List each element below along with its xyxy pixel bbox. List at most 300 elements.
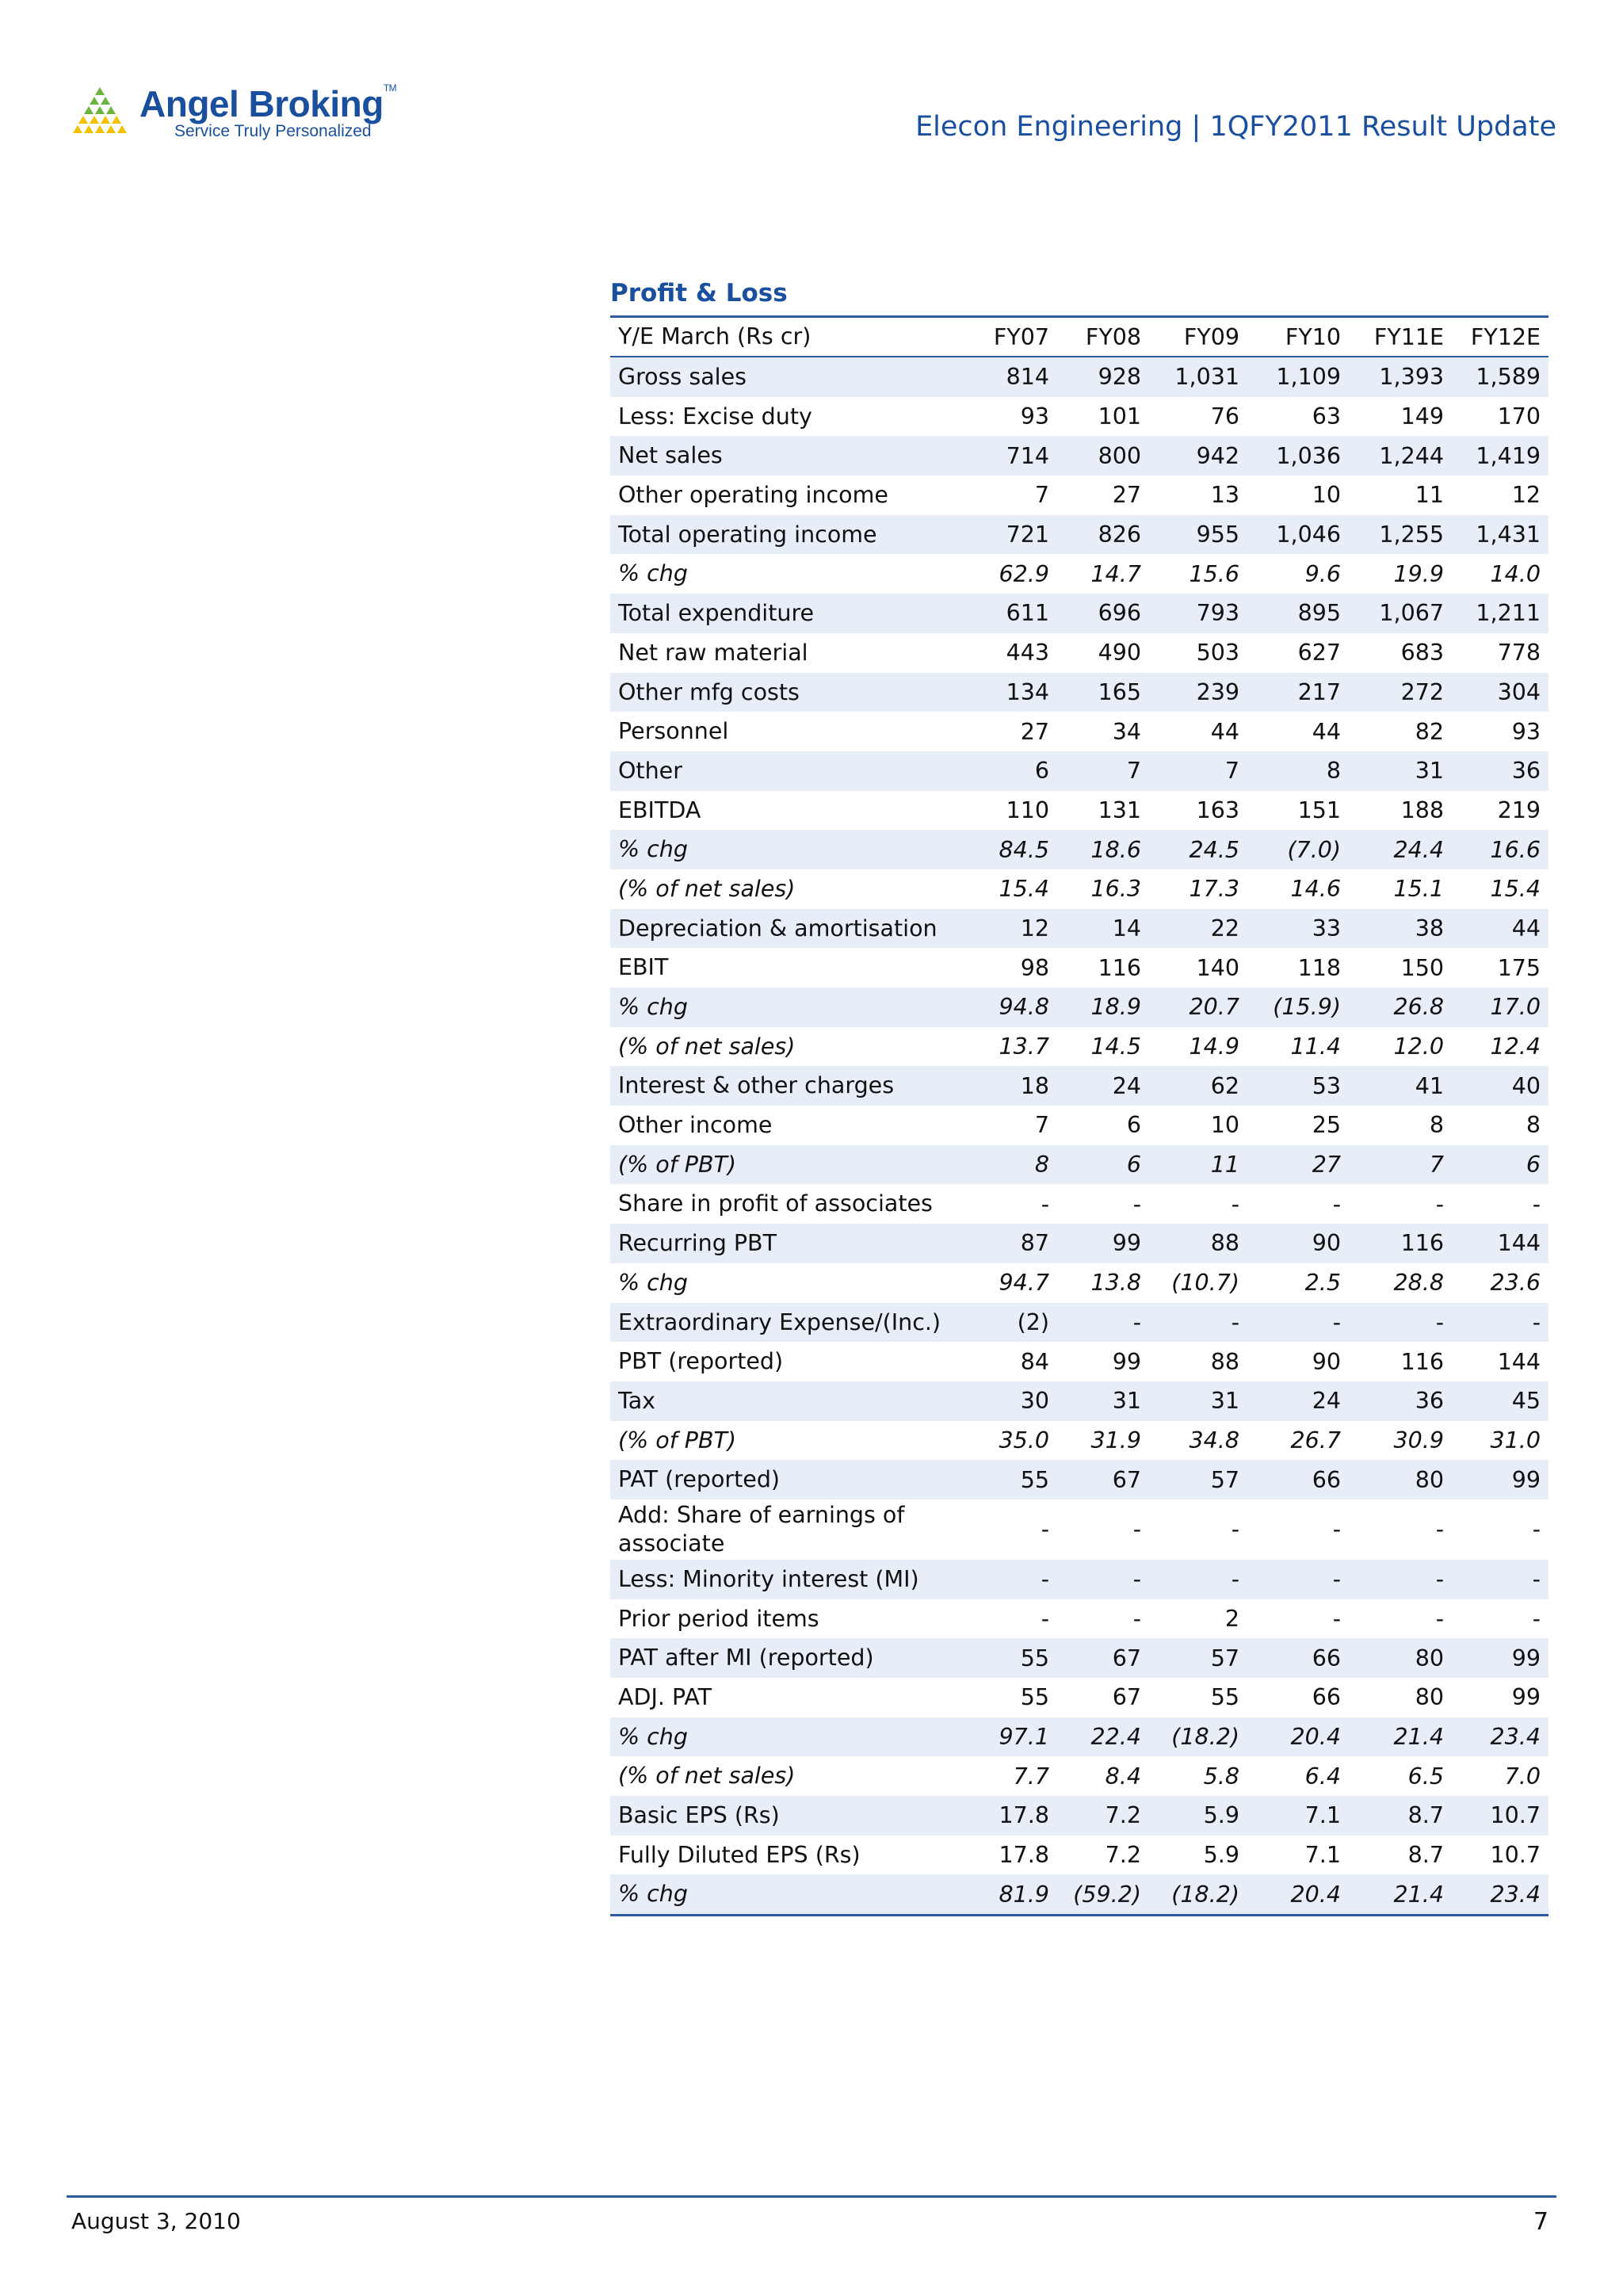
row-label: % chg [618,836,688,863]
row-value: 443 [1006,640,1049,667]
row-value: 955 [1196,521,1239,548]
row-value: - [1041,1190,1049,1217]
row-label: Recurring PBT [618,1230,777,1257]
row-value: 17.8 [999,1842,1049,1869]
row-value: - [1332,1605,1341,1632]
row-value: 1,393 [1379,364,1444,391]
row-value: 44 [1210,718,1239,745]
row-value: 15.4 [999,876,1049,903]
row-value: 272 [1400,678,1444,705]
row-value: 20.7 [1189,994,1239,1021]
table-row [610,1796,1549,1836]
row-value: 10 [1312,482,1341,509]
row-value: 27 [1020,718,1049,745]
row-value: 57 [1210,1466,1239,1493]
row-value: 1,244 [1379,442,1444,469]
row-label: ADJ. PAT [618,1684,712,1711]
row-value: - [1041,1605,1049,1632]
row-value: 1,036 [1276,442,1341,469]
row-value: 99 [1511,1645,1541,1671]
row-value: 15.4 [1490,876,1541,903]
row-value: 304 [1497,678,1541,705]
row-value: 11 [1210,1152,1239,1179]
row-value: 18.6 [1090,836,1141,863]
row-value: 80 [1415,1645,1444,1671]
row-value: 81.9 [999,1881,1049,1908]
table-row [610,436,1549,476]
table-row [610,1638,1549,1678]
row-value: 33 [1312,915,1341,942]
row-value: 66 [1312,1645,1341,1671]
column-header-fy07: FY07 [993,323,1049,350]
table-row [610,1066,1549,1106]
row-value: - [1532,1605,1541,1632]
row-label: Less: Excise duty [618,403,812,430]
row-value: 36 [1511,758,1541,785]
table-row [610,791,1549,831]
row-label: EBITDA [618,797,701,823]
row-label: Share in profit of associates [618,1190,933,1217]
section-title: Profit & Loss [610,279,788,308]
row-label: Depreciation & amortisation [618,915,938,942]
row-label: Add: Share of earnings of associate [618,1502,905,1557]
row-value: 101 [1098,403,1141,430]
row-label: Fully Diluted EPS (Rs) [618,1841,861,1868]
row-value: 18 [1020,1072,1049,1099]
row-value: - [1041,1566,1049,1593]
row-value: 94.7 [999,1270,1049,1297]
row-value: 62.9 [999,560,1049,587]
row-value: 36 [1415,1388,1444,1415]
row-value: 26.7 [1290,1427,1341,1454]
row-value: 826 [1098,521,1141,548]
row-value: 7.1 [1304,1802,1341,1829]
row-value: - [1532,1190,1541,1217]
row-value: 778 [1497,640,1541,667]
row-value: 14.9 [1189,1033,1239,1060]
row-label: Net raw material [618,639,808,666]
table-row [610,673,1549,712]
row-value: 20.4 [1290,1881,1341,1908]
row-value: 30 [1020,1388,1049,1415]
row-label: (% of PBT) [618,1151,737,1178]
row-value: 5.9 [1203,1842,1239,1869]
table-row [610,1678,1549,1717]
row-value: 1,046 [1276,521,1341,548]
row-value: 10.7 [1490,1802,1541,1829]
table-row [610,554,1549,594]
row-value: 55 [1210,1684,1239,1711]
table-row [610,1027,1549,1067]
row-value: 1,431 [1476,521,1541,548]
table-row [610,1381,1549,1421]
row-label: Basic EPS (Rs) [618,1802,780,1829]
row-value: 217 [1297,678,1341,705]
row-value: 6.4 [1304,1763,1341,1790]
row-value: 93 [1020,403,1049,430]
row-value: 118 [1297,954,1341,981]
row-value: 24 [1312,1388,1341,1415]
table-header-row [610,318,1549,357]
row-value: 5.9 [1203,1802,1239,1829]
row-value: 22 [1210,915,1239,942]
row-label: % chg [618,1269,688,1296]
row-value: (59.2) [1073,1881,1141,1908]
row-label: (% of PBT) [618,1427,737,1454]
row-value: 99 [1112,1230,1141,1257]
row-label: Other operating income [618,482,888,509]
row-value: 14 [1112,915,1141,942]
row-value: - [1132,1566,1141,1593]
table-row [610,1263,1549,1303]
row-value: - [1435,1308,1444,1335]
row-value: - [1435,1566,1444,1593]
row-label: PBT (reported) [618,1348,784,1375]
row-value: 97.1 [999,1724,1049,1751]
row-value: 31 [1415,758,1444,785]
table-row [610,909,1549,949]
row-value: 20.4 [1290,1724,1341,1751]
table-row [610,594,1549,633]
row-value: - [1132,1516,1141,1543]
table-row [610,357,1549,397]
row-value: 25 [1312,1112,1341,1139]
row-value: 134 [1006,678,1049,705]
table-row [610,397,1549,437]
table-row [610,830,1549,869]
table-row [610,712,1549,751]
row-value: 6 [1034,758,1049,785]
column-header-fy11e: FY11E [1373,323,1444,350]
row-value: 8.7 [1407,1802,1444,1829]
row-value: 7.1 [1304,1842,1341,1869]
row-value: 7.2 [1105,1802,1141,1829]
row-value: 793 [1196,600,1239,627]
row-value: 219 [1497,797,1541,823]
row-value: 67 [1112,1466,1141,1493]
row-value: - [1435,1605,1444,1632]
row-value: 21.4 [1393,1881,1444,1908]
row-label: Other [618,757,682,784]
row-value: 23.4 [1490,1881,1541,1908]
row-value: 90 [1312,1348,1341,1375]
triangle-logo-icon [68,86,132,143]
table-row [610,515,1549,555]
row-value: 165 [1098,678,1141,705]
row-value: 55 [1020,1466,1049,1493]
row-value: - [1332,1516,1341,1543]
row-value: 15.6 [1189,560,1239,587]
row-value: 7 [1429,1152,1444,1179]
row-value: 116 [1400,1348,1444,1375]
row-value: - [1332,1190,1341,1217]
table-row [610,1836,1549,1875]
table-row [610,1145,1549,1185]
row-label: Net sales [618,442,723,469]
row-value: 7 [1034,1112,1049,1139]
row-value: 44 [1312,718,1341,745]
row-value: 14.7 [1090,560,1141,587]
row-label: % chg [618,1723,688,1750]
row-value: 98 [1020,954,1049,981]
row-value: 38 [1415,915,1444,942]
row-label: Other income [618,1112,773,1139]
table-row [610,1460,1549,1499]
row-label: Interest & other charges [618,1072,895,1099]
table-row [610,988,1549,1027]
brand-tagline: Service Truly Personalized [174,122,372,140]
row-value: 8 [1429,1112,1444,1139]
table-row [610,1756,1549,1796]
row-label: Tax [618,1387,656,1414]
row-value: 31.9 [1090,1427,1141,1454]
row-value: 5.8 [1203,1763,1239,1790]
table-row [610,1224,1549,1263]
table-row [610,1342,1549,1381]
row-value: 23.6 [1490,1270,1541,1297]
row-value: 11 [1415,482,1444,509]
row-value: - [1435,1516,1444,1543]
row-value: - [1532,1566,1541,1593]
row-value: 14.0 [1490,560,1541,587]
row-value: 942 [1196,442,1239,469]
row-value: 19.9 [1393,560,1444,587]
row-value: 7 [1224,758,1239,785]
row-value: 800 [1098,442,1141,469]
row-value: 22.4 [1090,1724,1141,1751]
row-value: 6 [1126,1152,1141,1179]
row-value: 714 [1006,442,1049,469]
row-value: - [1532,1308,1541,1335]
table-row [610,1874,1549,1914]
row-value: 84 [1020,1348,1049,1375]
row-label: Less: Minority interest (MI) [618,1565,919,1592]
row-value: 1,211 [1476,600,1541,627]
row-value: - [1231,1516,1239,1543]
row-label: % chg [618,560,688,587]
row-label: Other mfg costs [618,678,800,705]
page-number: 7 [1533,2208,1549,2236]
row-value: 7 [1126,758,1141,785]
row-value: 34 [1112,718,1141,745]
row-value: 131 [1098,797,1141,823]
table-row [610,1421,1549,1461]
row-value: 9.6 [1304,560,1341,587]
row-value: (18.2) [1171,1724,1239,1751]
row-label: Prior period items [618,1605,819,1632]
row-value: 76 [1210,403,1239,430]
row-value: 24.5 [1189,836,1239,863]
row-value: 80 [1415,1684,1444,1711]
row-value: - [1532,1516,1541,1543]
row-value: 90 [1312,1230,1341,1257]
row-value: 163 [1196,797,1239,823]
row-value: 99 [1511,1684,1541,1711]
row-value: 7.2 [1105,1842,1141,1869]
row-value: 62 [1210,1072,1239,1099]
row-value: 149 [1400,403,1444,430]
row-value: 16.6 [1490,836,1541,863]
row-value: 1,109 [1276,364,1341,391]
row-label: Total expenditure [618,600,815,627]
row-value: - [1231,1308,1239,1335]
row-value: 82 [1415,718,1444,745]
row-label: (% of net sales) [618,875,796,902]
row-value: 188 [1400,797,1444,823]
row-value: 12 [1511,482,1541,509]
row-value: 88 [1210,1348,1239,1375]
row-value: - [1435,1190,1444,1217]
row-value: 175 [1497,954,1541,981]
row-value: 99 [1112,1348,1141,1375]
table-row [610,1106,1549,1145]
column-header-fy10: FY10 [1285,323,1341,350]
row-value: 18.9 [1090,994,1141,1021]
row-value: 151 [1297,797,1341,823]
row-value: - [1332,1566,1341,1593]
row-value: 17.8 [999,1802,1049,1829]
row-value: - [1041,1516,1049,1543]
row-value: 8 [1034,1152,1049,1179]
row-value: 8.7 [1407,1842,1444,1869]
trademark-mark: TM [383,82,397,94]
row-value: 28.8 [1393,1270,1444,1297]
row-value: (10.7) [1171,1270,1239,1297]
row-value: 84.5 [999,836,1049,863]
row-value: 67 [1112,1645,1141,1671]
row-value: 11.4 [1290,1033,1341,1060]
row-value: 27 [1312,1152,1341,1179]
row-value: 31.0 [1490,1427,1541,1454]
row-value: 24.4 [1393,836,1444,863]
row-value: 6.5 [1407,1763,1444,1790]
row-label: EBIT [618,954,669,981]
row-value: 66 [1312,1684,1341,1711]
row-value: 140 [1196,954,1239,981]
row-value: 57 [1210,1645,1239,1671]
row-value: (18.2) [1171,1881,1239,1908]
row-value: 21.4 [1393,1724,1444,1751]
row-value: 13.8 [1090,1270,1141,1297]
row-value: 31 [1210,1388,1239,1415]
row-value: 55 [1020,1684,1049,1711]
row-value: 928 [1098,364,1141,391]
row-label: Personnel [618,718,729,745]
row-value: 150 [1400,954,1444,981]
row-label: % chg [618,1881,688,1908]
row-value: 24 [1112,1072,1141,1099]
row-value: 67 [1112,1684,1141,1711]
footer-date: August 3, 2010 [71,2208,241,2234]
row-value: 17.0 [1490,994,1541,1021]
row-label: PAT after MI (reported) [618,1645,874,1671]
footer-rule [67,2195,1556,2198]
report-title: Elecon Engineering | 1QFY2011 Result Update [915,111,1556,143]
column-header-fy08: FY08 [1085,323,1141,350]
profit-loss-table [610,315,1549,1916]
row-value: 15.1 [1393,876,1444,903]
row-value: 30.9 [1393,1427,1444,1454]
row-value: 80 [1415,1466,1444,1493]
row-value: 116 [1400,1230,1444,1257]
row-value: 7.7 [1013,1763,1049,1790]
row-value: 12.4 [1490,1033,1541,1060]
row-value: 26.8 [1393,994,1444,1021]
row-value: 611 [1006,600,1049,627]
row-value: 895 [1297,600,1341,627]
row-value: 490 [1098,640,1141,667]
row-value: 55 [1020,1645,1049,1671]
row-value: - [1132,1190,1141,1217]
row-value: 34.8 [1189,1427,1239,1454]
row-label: PAT (reported) [618,1466,781,1493]
row-value: 503 [1196,640,1239,667]
row-value: 110 [1006,797,1049,823]
row-value: - [1332,1308,1341,1335]
row-value: 12 [1020,915,1049,942]
row-value: 8.4 [1105,1763,1141,1790]
row-value: - [1132,1605,1141,1632]
row-value: 1,589 [1476,364,1541,391]
row-value: 683 [1400,640,1444,667]
row-value: 814 [1006,364,1049,391]
row-label: Total operating income [618,521,877,548]
row-value: 10.7 [1490,1842,1541,1869]
row-value: 45 [1511,1388,1541,1415]
row-value: 144 [1497,1230,1541,1257]
row-value: (7.0) [1287,836,1341,863]
row-value: 41 [1415,1072,1444,1099]
row-value: 13 [1210,482,1239,509]
row-value: 40 [1511,1072,1541,1099]
brand-name: Angel Broking™ [139,82,397,124]
row-label: % chg [618,994,688,1021]
row-value: 93 [1511,718,1541,745]
row-value: 17.3 [1189,876,1239,903]
row-value: 63 [1312,403,1341,430]
row-value: 8 [1326,758,1341,785]
row-value: 721 [1006,521,1049,548]
table-row [610,1184,1549,1224]
row-value: 14.6 [1290,876,1341,903]
row-value: 35.0 [999,1427,1049,1454]
row-value: 94.8 [999,994,1049,1021]
row-label: (% of net sales) [618,1763,796,1790]
row-value: 144 [1497,1348,1541,1375]
table-row [610,948,1549,988]
table-row [610,869,1549,909]
row-value: 87 [1020,1230,1049,1257]
row-value: (15.9) [1273,994,1341,1021]
table-row [610,1499,1549,1560]
row-value: - [1231,1190,1239,1217]
table-row [610,751,1549,791]
row-value: 1,255 [1379,521,1444,548]
row-value: (2) [1017,1308,1049,1335]
row-value: 23.4 [1490,1724,1541,1751]
angel-broking-logo [68,82,401,170]
row-value: 116 [1098,954,1141,981]
row-value: 53 [1312,1072,1341,1099]
row-value: 7.0 [1504,1763,1541,1790]
row-label: (% of net sales) [618,1033,796,1060]
row-value: - [1132,1308,1141,1335]
row-value: 31 [1112,1388,1141,1415]
table-row [610,1717,1549,1757]
row-value: - [1231,1566,1239,1593]
table-row [610,633,1549,673]
row-value: 627 [1297,640,1341,667]
